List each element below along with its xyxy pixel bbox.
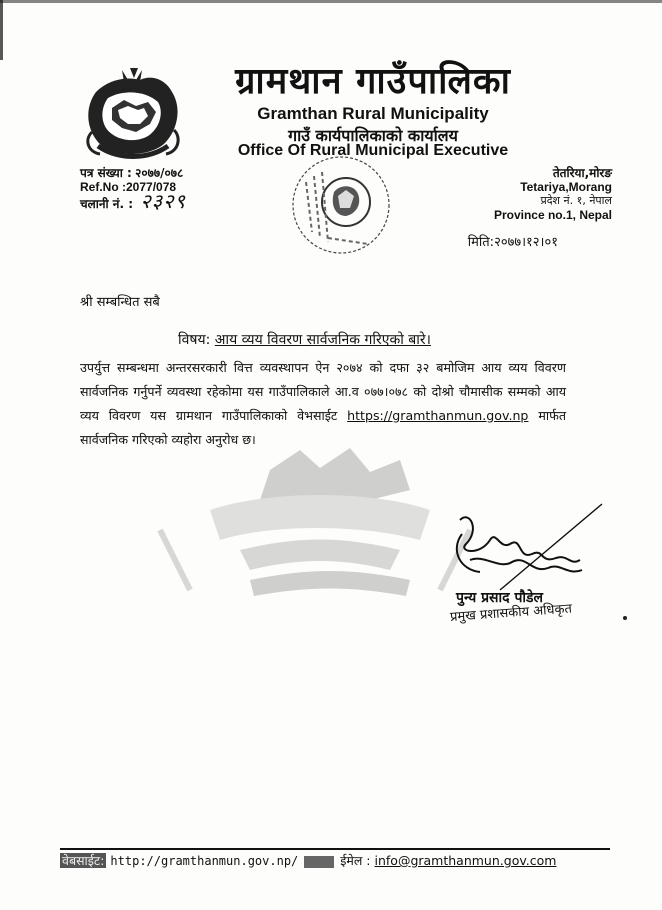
ref-no-value: 2077/078: [126, 180, 177, 194]
letter-date: मिति:२०७७।१२।०१: [467, 235, 558, 250]
scan-edge: [0, 0, 3, 60]
website-label: वेबसाईट:: [62, 853, 105, 868]
reference-block: [80, 166, 186, 211]
footer-website-link[interactable]: http://gramthanmun.gov.np/: [110, 854, 299, 868]
scan-speck: [623, 616, 627, 620]
footer-email-link[interactable]: info@gramthanmun.gov.com: [374, 853, 557, 868]
footer-divider: [60, 848, 610, 850]
footer-separator: [304, 856, 334, 868]
letter-body: [80, 356, 566, 452]
subject-text: आय व्यय विवरण सार्वजनिक गरिएको बारे।: [214, 332, 431, 348]
municipality-title-english: Gramthan Rural Municipality: [257, 104, 489, 123]
body-text-part2: मार्फत सार्वजनिक गरिएको व्यहोरा अनुरोध छ।: [80, 408, 566, 447]
office-title-english: Office Of Rural Municipal Executive: [237, 142, 509, 159]
place-nepali: तेतरिया,मोरङ: [552, 166, 612, 180]
scan-edge: [0, 0, 662, 3]
province-nepali: प्रदेश नं. १, नेपाल: [540, 194, 612, 207]
recipient: श्री सम्बन्धित सबै: [80, 295, 160, 310]
signatory-title: प्रमुख प्रशासकीय अधिकृत: [449, 601, 573, 625]
patra-sankhya-value: २०७७/०७८: [135, 166, 184, 180]
email-label: ईमेल :: [340, 853, 371, 868]
office-title-nepali: गाउँ कार्यपालिकाको कार्यालय: [288, 126, 458, 145]
subject-line: [178, 330, 431, 349]
ref-no-label: Ref.No :: [80, 180, 126, 194]
watermark-emblem: [150, 440, 480, 610]
office-stamp: [288, 152, 394, 258]
website-link[interactable]: https://gramthanmun.gov.np: [347, 408, 529, 423]
body-text-part1: उपर्युत्त सम्बन्धमा अन्तरसरकारी वित्त व्यवस्थापन ऐन २०७४ को दफा ३२ बमोजिम आय व्यय विवरण सार्वजनिक गर्नुपर्ने व्यवस्था रहेकोमा यस गाउँपालिकाले आ.व ०७७।०७८ को दोश्रो चौमासीक सम्मको आय व्यय विवरण यस ग्रामथान गाउँपालिकाको वेभसाईट: [80, 360, 566, 423]
signatory-name: पुन्य प्रसाद पौडेल: [456, 590, 543, 606]
place-english: Tetariya,Morang: [520, 180, 612, 194]
subject-label: विषय:: [178, 332, 211, 348]
chalani-value-handwritten: २३२९: [140, 189, 186, 213]
nepal-emblem-logo: [78, 62, 186, 162]
address-block: [494, 166, 612, 222]
municipality-title-nepali: ग्रामथान गाउँपालिका: [235, 61, 511, 102]
footer: [60, 852, 620, 869]
province-english: Province no.1, Nepal: [493, 208, 612, 222]
chalani-label: चलानी नं. :: [80, 197, 134, 211]
patra-sankhya-label: पत्र संख्या :: [80, 166, 132, 180]
